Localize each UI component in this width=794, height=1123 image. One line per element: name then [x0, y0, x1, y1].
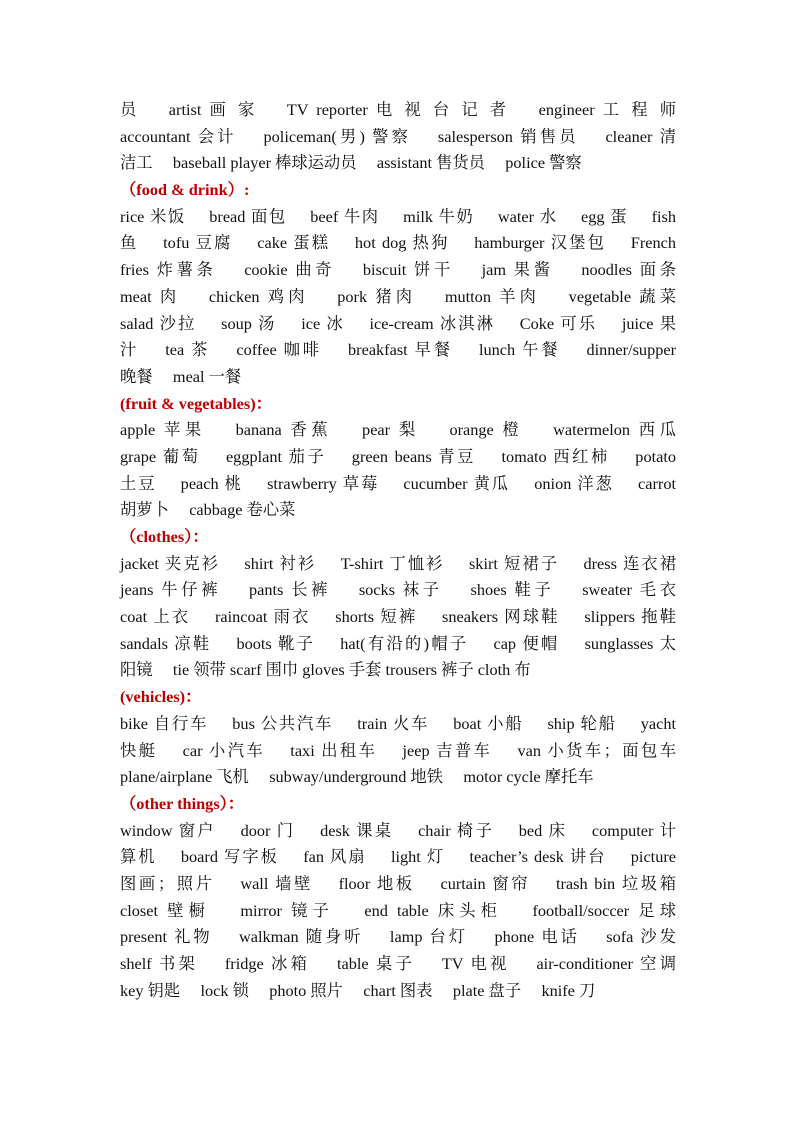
- vocabulary-line: plane/airplane 飞机 subway/underground 地铁 motor cycle 摩托车: [120, 767, 594, 787]
- vocabulary-line: grape 葡萄 eggplant 茄子 green beans 青豆 tomato 西红柿 potato: [120, 446, 676, 466]
- vocabulary-line: jeans 牛仔裤 pants 长裤 socks 袜子 shoes 鞋子 sweater 毛衣: [120, 580, 676, 600]
- vocabulary-line: coat 上衣 raincoat 雨衣 shorts 短裤 sneakers 网球鞋 slippers 拖鞋: [120, 607, 676, 627]
- vocabulary-line: present 礼物 walkman 随身听 lamp 台灯 phone 电话 sofa 沙发: [120, 927, 676, 947]
- section-heading: (vehicles)：: [120, 687, 202, 707]
- vocabulary-line: window 窗户 door 门 desk 课桌 chair 椅子 bed 床 computer 计: [120, 820, 676, 840]
- vocabulary-line: shelf 书架 fridge 冰箱 table 桌子 TV 电视 air-conditioner 空调: [120, 954, 676, 973]
- vocabulary-line: key 钥匙 lock 锁 photo 照片 chart 图表 plate 盘子 knife 刀: [120, 980, 596, 1000]
- vocabulary-line: fries 炸薯条 cookie 曲奇 biscuit 饼干 jam 果酱 noodles 面条: [120, 260, 676, 280]
- vocabulary-list: [120, 97, 676, 1004]
- vocabulary-line: 胡萝卜 cabbage 卷心菜: [120, 500, 296, 520]
- vocabulary-line: 土豆 peach 桃 strawberry 草莓 cucumber 黄瓜 onion 洋葱 carrot: [120, 473, 676, 493]
- vocabulary-line: sandals 凉鞋 boots 靴子 hat(有沿的)帽子 cap 便帽 sunglasses 太: [120, 633, 676, 653]
- vocabulary-line: salad 沙拉 soup 汤 ice 冰 ice-cream 冰淇淋 Coke 可乐 juice 果: [120, 313, 676, 333]
- vocabulary-line: 图画；照片 wall 墙壁 floor 地板 curtain 窗帘 trash bin 垃圾箱: [120, 873, 676, 893]
- section-heading: （clothes）：: [120, 527, 209, 546]
- section-heading: （food & drink）:: [120, 180, 250, 200]
- vocabulary-line: 快艇 car 小汽车 taxi 出租车 jeep 吉普车 van 小货车；面包车: [120, 740, 676, 760]
- section-heading: （other things）：: [120, 793, 245, 813]
- vocabulary-line: accountant 会计 policeman(男) 警察 salesperson 销售员 cleaner 清: [120, 126, 676, 146]
- vocabulary-line: meat 肉 chicken 鸡肉 pork 猪肉 mutton 羊肉 vegetable 蔬菜: [120, 286, 676, 306]
- vocabulary-line: 算机 board 写字板 fan 风扇 light 灯 teacher’s desk 讲台 picture: [120, 847, 676, 867]
- vocabulary-line: 晚餐 meal 一餐: [120, 366, 242, 386]
- vocabulary-line: 洁工 baseball player 棒球运动员 assistant 售货员 police 警察: [120, 153, 582, 173]
- vocabulary-line: 阳镜 tie 领带 scarf 围巾 gloves 手套 trousers 裤子 cloth 布: [120, 660, 531, 680]
- vocabulary-line: bike 自行车 bus 公共汽车 train 火车 boat 小船 ship 轮船 yacht: [120, 713, 676, 733]
- vocabulary-line: 员 artist 画 家 TV reporter 电 视 台 记 者 engineer 工 程 师: [120, 100, 676, 119]
- vocabulary-line: 汁 tea 茶 coffee 咖啡 breakfast 早餐 lunch 午餐 dinner/supper: [120, 340, 676, 360]
- vocabulary-line: jacket 夹克衫 shirt 衬衫 T-shirt 丁恤衫 skirt 短裙子 dress 连衣裙: [120, 553, 676, 573]
- section-heading: (fruit & vegetables)：: [120, 393, 272, 413]
- vocabulary-line: 鱼 tofu 豆腐 cake 蛋糕 hot dog 热狗 hamburger 汉堡包 French: [120, 233, 676, 253]
- vocabulary-line: rice 米饭 bread 面包 beef 牛肉 milk 牛奶 water 水 egg 蛋 fish: [120, 206, 676, 226]
- vocabulary-line: apple 苹果 banana 香蕉 pear 梨 orange 橙 watermelon 西瓜: [120, 420, 676, 440]
- vocabulary-line: closet 壁橱 mirror 镜子 end table 床头柜 football/soccer 足球: [120, 900, 676, 920]
